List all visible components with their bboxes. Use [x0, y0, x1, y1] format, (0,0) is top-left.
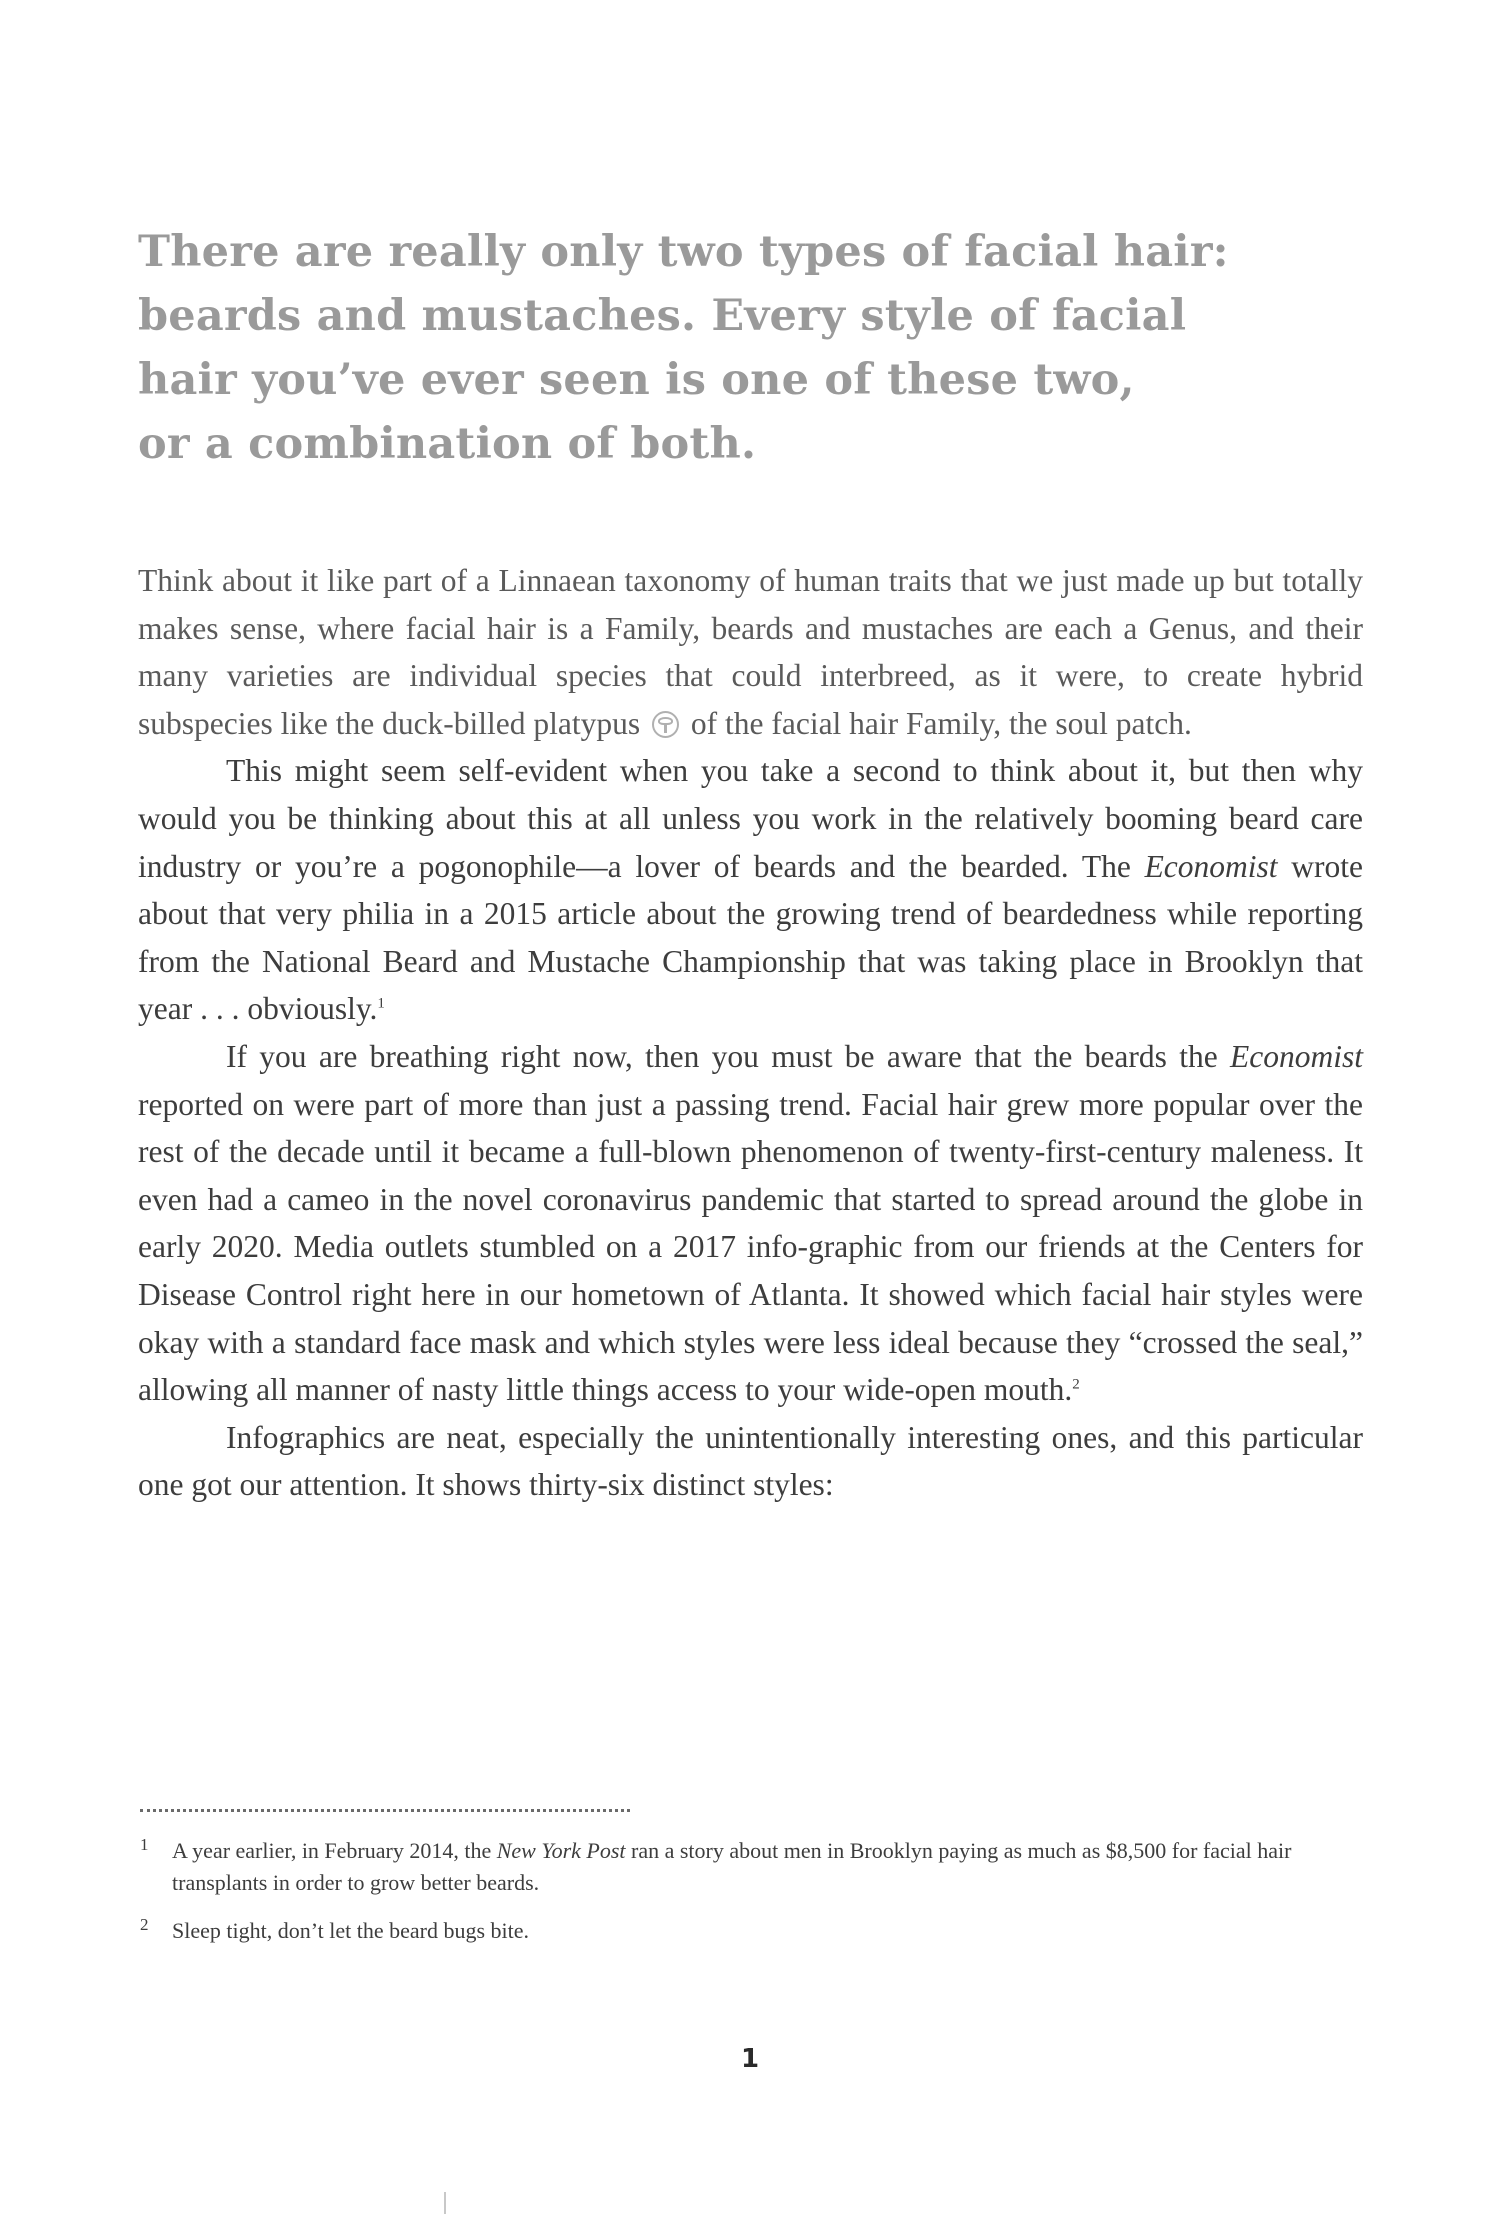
- pull-quote: [138, 220, 1368, 476]
- platypus-icon: [652, 711, 679, 738]
- publication-title: Economist: [1144, 848, 1278, 884]
- paragraph-4-text: Infographics are neat, especially the unintentionally interesting ones, and this particular one got our attention. It shows thirty-six distinct styles:: [138, 1419, 1363, 1503]
- pull-quote-line: beards and mustaches. Every style of facial: [138, 291, 1187, 341]
- footnote-number: 2: [140, 1915, 149, 1934]
- paragraph-2: [138, 747, 1363, 1033]
- paragraph-2-text: This might seem self-evident when you take a second to think about it, but then why would you be thinking about this at all unless you work in the relatively booming beard care industry or you’re a pogonophile—a lover of beards and the bearded. The: [138, 753, 1363, 884]
- footnote-ref-1[interactable]: 1: [377, 995, 385, 1012]
- pull-quote-line: or a combination of both.: [138, 419, 757, 469]
- scan-artifact: [444, 2192, 446, 2214]
- pull-quote-line: hair you’ve ever seen is one of these two,: [138, 355, 1135, 405]
- paragraph-1: [138, 557, 1363, 747]
- paragraph-3-text: If you are breathing right now, then you must be aware that the beards the: [226, 1038, 1218, 1074]
- footnote-1: [138, 1835, 1368, 1899]
- footnote-number: 1: [140, 1835, 149, 1854]
- publication-title: Economist: [1230, 1038, 1364, 1074]
- paragraph-1-text: Think about it like part of a Linnaean taxonomy of human traits that we just made up but totally makes sense, where facial hair is a Family, beards and mustaches are each a Genus, and their many varieties are individual species that could interbreed, as it were, to create hybrid subspecies like the duck-billed platypus: [138, 563, 1363, 741]
- footnote-text: Sleep tight, don’t let the beard bugs bite.: [172, 1918, 530, 1943]
- pull-quote-line: There are really only two types of facial hair:: [138, 227, 1229, 277]
- footnotes: [138, 1835, 1368, 1963]
- footnote-text: A year earlier, in February 2014, the: [172, 1838, 492, 1863]
- page-number: 1: [740, 2044, 760, 2074]
- paragraph-1-text-end: of the facial hair Family, the soul patch.: [690, 705, 1192, 741]
- footnote-ref-2[interactable]: 2: [1072, 1376, 1080, 1393]
- paragraph-2-text-end: wrote about that very philia in a 2015 article about the growing trend of beardedness while reporting from the National Beard and Mustache Championship that was taking place in Brooklyn that year . . . obviously.: [138, 848, 1364, 1027]
- body-text: [138, 557, 1363, 1509]
- paragraph-4: [138, 1414, 1363, 1509]
- publication-title: New York Post: [496, 1838, 626, 1863]
- footnote-text-end: ran a story about men in Brooklyn paying as much as $8,500 for facial hair transplants in order to grow better beards.: [172, 1838, 1292, 1895]
- footnote-2: [138, 1915, 1368, 1947]
- paragraph-3-text-end: reported on were part of more than just a passing trend. Facial hair grew more popular over the rest of the decade until it became a full-blown phenomenon of twenty-first-century maleness. It even had a cameo in the novel coronavirus pandemic that started to spread around the globe in early 2020. Media outlets stumbled on a 2017 info-graphic from our friends at the Centers for Disease Control right here in our hometown of Atlanta. It showed which facial hair styles were okay with a standard face mask and which styles were less ideal because they “crossed the seal,” allowing all manner of nasty little things access to your wide-open mouth.: [138, 1086, 1363, 1408]
- footnote-divider: [140, 1809, 630, 1812]
- paragraph-3: [138, 1033, 1363, 1414]
